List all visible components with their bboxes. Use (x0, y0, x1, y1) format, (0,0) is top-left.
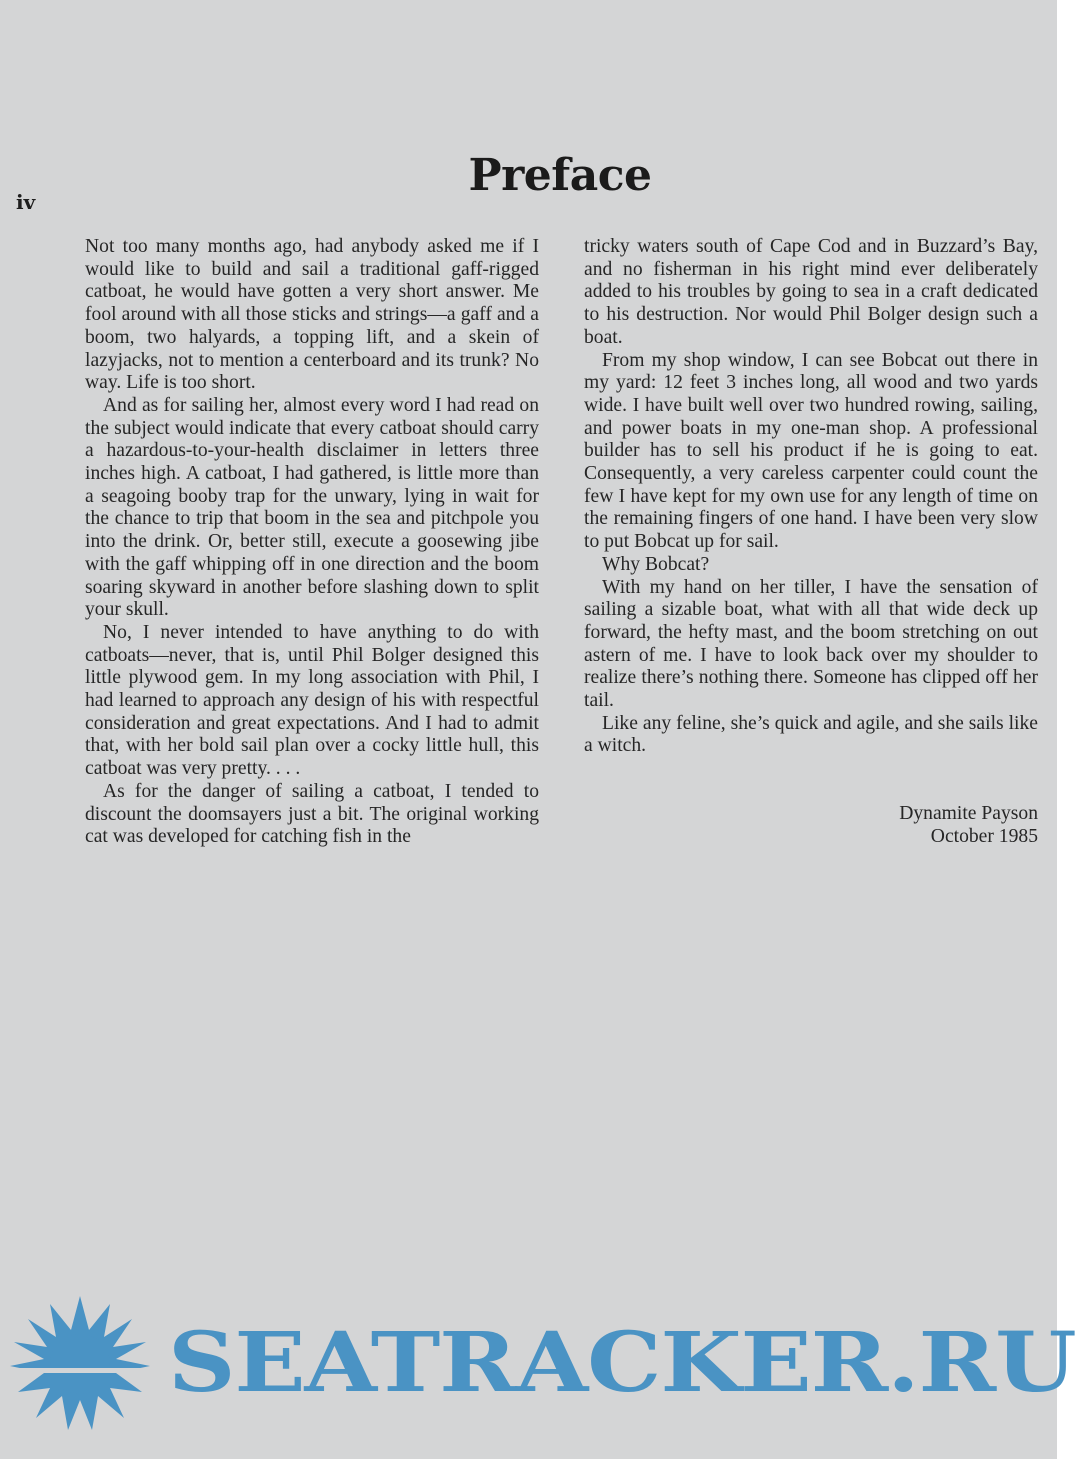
paragraph: With my hand on her tiller, I have the sensation of sailing a sizable boat, what with all that wide deck up forward, the hefty mast, and the boom stretching on out astern of me. I have to look back over my shoulder to realize there’s nothing there. Someone has clipped off her tail. (584, 576, 1038, 712)
page-margin-strip (1057, 0, 1080, 1459)
signature-date: October 1985 (930, 825, 1038, 847)
paragraph: And as for sailing her, almost every word I had read on the subject would indicate that every catboat should carry a hazardous-to-your-health disclaimer in letters three inches high. A catboat, I had gathered, is little more than a seagoing booby trap for the unwary, lying in wait for the chance to trip that boom in the sea and pitchpole you into the drink. Or, better still, execute a goosewing jibe with the gaff whipping off in one direction and the boom soaring skyward in another before slashing down to split your skull. (85, 394, 539, 621)
paragraph: Why Bobcat? (602, 553, 710, 575)
left-column (85, 236, 539, 849)
paragraph: Like any feline, she’s quick and agile, and she sails like a witch. (584, 712, 1038, 757)
page-number: iv (16, 190, 36, 214)
paragraph: No, I never intended to have anything to do with catboats—never, that is, until Phil Bolger designed this little plywood gem. In my long association with Phil, I had learned to approach any design of his with respectful consideration and great expectations. And I had to admit that, with her bold sail plan over a cocky little hull, this catboat was very pretty. . . . (85, 621, 539, 780)
paragraph: From my shop window, I can see Bobcat out there in my yard: 12 feet 3 inches long, all wood and two yards wide. I have built well over two hundred rowing, sailing, and power boats in my one-man shop. A professional builder has to sell his product if he is going to eat. Consequently, a very careless carpenter could count the few I have kept for my own use for any length of time on the remaining fingers of one hand. I have been very slow to put Bobcat up for sail. (584, 349, 1038, 553)
watermark-text: SEATRACKER.RU (168, 1315, 1076, 1411)
paragraph: Not too many months ago, had anybody asked me if I would like to build and sail a traditional gaff-rigged catboat, he would have gotten a very short answer. Me fool around with all those sticks and strings—a gaff and a boom, two halyards, a topping lift, and a skein of lazyjacks, not to mention a centerboard and its trunk? No way. Life is too short. (85, 236, 539, 394)
author-name: Dynamite Payson (899, 803, 1038, 824)
paragraph: As for the danger of sailing a catboat, I tended to discount the doomsayers just a bit. The original working cat was developed for catching fish in the (85, 780, 539, 848)
page-title: Preface (468, 150, 652, 201)
right-column (584, 236, 1038, 758)
paragraph: tricky waters south of Cape Cod and in Buzzard’s Bay, and no fisherman in his right mind ever deliberately added to his troubles by going to sea in a craft dedicated to his destruction. Nor would Phil Bolger design such a boat. (584, 236, 1038, 348)
sun-icon (5, 1296, 155, 1430)
signature (760, 803, 1038, 848)
